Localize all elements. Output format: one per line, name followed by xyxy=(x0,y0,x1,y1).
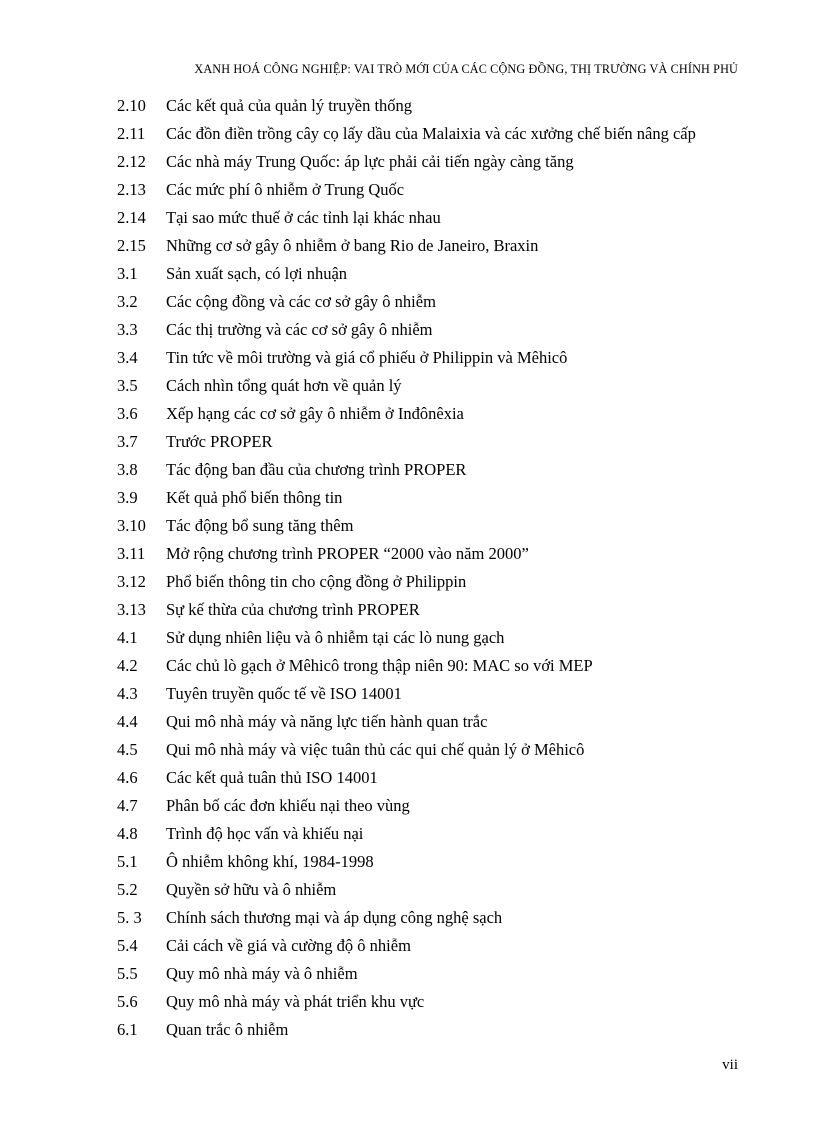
list-item xyxy=(0,652,816,680)
list-item xyxy=(0,960,816,988)
list-item xyxy=(0,176,816,204)
entry-title: Phổ biến thông tin cho cộng đồng ở Philippin xyxy=(166,572,467,591)
entry-title: Tuyên truyền quốc tế về ISO 14001 xyxy=(166,684,402,703)
entry-title: Tại sao mức thuế ở các tỉnh lại khác nhau xyxy=(166,208,441,227)
entry-title: Quy mô nhà máy và ô nhiễm xyxy=(166,964,358,983)
entry-number: 4.7 xyxy=(117,796,138,815)
entry-number: 2.15 xyxy=(117,236,146,255)
entry-number: 4.8 xyxy=(117,824,138,843)
list-item xyxy=(0,92,816,120)
list-item xyxy=(0,904,816,932)
entry-number: 2.13 xyxy=(117,180,146,199)
page-number: vii xyxy=(722,1057,738,1073)
list-item xyxy=(0,120,816,148)
list-item xyxy=(0,288,816,316)
entry-title: Quan trắc ô nhiễm xyxy=(166,1020,289,1039)
list-item xyxy=(0,400,816,428)
list-item xyxy=(0,344,816,372)
list-item xyxy=(0,540,816,568)
entry-title: Phân bố các đơn khiếu nại theo vùng xyxy=(166,796,410,815)
entry-number: 2.12 xyxy=(117,152,146,171)
entry-title: Sử dụng nhiên liệu và ô nhiễm tại các lò nung gạch xyxy=(166,628,505,647)
entry-number: 6.1 xyxy=(117,1020,138,1039)
entry-number: 3.11 xyxy=(117,544,146,563)
entry-title: Kết quả phổ biến thông tin xyxy=(166,488,343,507)
entry-title: Qui mô nhà máy và việc tuân thủ các qui chế quản lý ở Mêhicô xyxy=(166,740,585,759)
entry-number: 5.1 xyxy=(117,852,138,871)
list-item xyxy=(0,876,816,904)
list-item xyxy=(0,932,816,960)
entry-title: Xếp hạng các cơ sở gây ô nhiễm ở Inđônêxia xyxy=(166,404,464,423)
entry-number: 3.5 xyxy=(117,376,138,395)
list-item xyxy=(0,792,816,820)
entry-title: Các kết quả của quản lý truyền thống xyxy=(166,96,413,115)
entry-title: Cải cách về giá và cường độ ô nhiễm xyxy=(166,936,411,955)
entry-number: 5.4 xyxy=(117,936,138,955)
entry-title: Các kết quả tuân thủ ISO 14001 xyxy=(166,768,378,787)
list-item xyxy=(0,512,816,540)
entry-number: 4.6 xyxy=(117,768,138,787)
box-list xyxy=(0,92,816,1044)
list-item xyxy=(0,708,816,736)
entry-title: Các cộng đồng và các cơ sở gây ô nhiễm xyxy=(166,292,436,311)
list-item xyxy=(0,568,816,596)
entry-number: 4.4 xyxy=(117,712,138,731)
entry-title: Sản xuất sạch, có lợi nhuận xyxy=(166,264,348,283)
entry-title: Tin tức về môi trường và giá cổ phiếu ở Philippin và Mêhicô xyxy=(166,348,568,367)
list-item xyxy=(0,848,816,876)
entry-title: Các đồn điền trồng cây cọ lấy dầu của Malaixia và các xưởng chế biến nâng cấp xyxy=(166,124,696,143)
entry-number: 3.6 xyxy=(117,404,138,423)
entry-number: 4.5 xyxy=(117,740,138,759)
list-item xyxy=(0,764,816,792)
list-item xyxy=(0,428,816,456)
entry-title: Chính sách thương mại và áp dụng công nghệ sạch xyxy=(166,908,503,927)
entry-title: Cách nhìn tổng quát hơn về quản lý xyxy=(166,376,402,395)
entry-number: 4.2 xyxy=(117,656,138,675)
entry-number: 5.2 xyxy=(117,880,138,899)
entry-title: Quyền sở hữu và ô nhiễm xyxy=(166,880,337,899)
entry-title: Những cơ sở gây ô nhiễm ở bang Rio de Janeiro, Braxin xyxy=(166,236,539,255)
running-header: XANH HOÁ CÔNG NGHIỆP: VAI TRÒ MỚI CỦA CÁC CỘNG ĐỒNG, THỊ TRƯỜNG VÀ CHÍNH PHỦ xyxy=(194,62,738,76)
entry-number: 2.14 xyxy=(117,208,146,227)
list-item xyxy=(0,596,816,624)
list-item xyxy=(0,204,816,232)
list-item xyxy=(0,624,816,652)
entry-number: 3.10 xyxy=(117,516,146,535)
list-item xyxy=(0,316,816,344)
list-item xyxy=(0,148,816,176)
entry-title: Các nhà máy Trung Quốc: áp lực phải cải tiến ngày càng tăng xyxy=(166,152,574,171)
entry-number: 3.3 xyxy=(117,320,138,339)
entry-number: 5. 3 xyxy=(117,908,142,927)
entry-title: Quy mô nhà máy và phát triển khu vực xyxy=(166,992,425,1011)
list-item xyxy=(0,260,816,288)
list-item xyxy=(0,484,816,512)
list-item xyxy=(0,1016,816,1044)
entry-title: Tác động bổ sung tăng thêm xyxy=(166,516,354,535)
entry-number: 3.2 xyxy=(117,292,138,311)
list-item xyxy=(0,820,816,848)
entry-title: Mở rộng chương trình PROPER “2000 vào năm 2000” xyxy=(166,544,529,563)
entry-number: 5.6 xyxy=(117,992,138,1011)
entry-number: 5.5 xyxy=(117,964,138,983)
list-item xyxy=(0,736,816,764)
entry-number: 3.4 xyxy=(117,348,138,367)
list-item xyxy=(0,680,816,708)
entry-number: 2.11 xyxy=(117,124,146,143)
entry-title: Các thị trường và các cơ sở gây ô nhiễm xyxy=(166,320,433,339)
entry-title: Ô nhiễm không khí, 1984-1998 xyxy=(166,852,374,871)
entry-number: 3.12 xyxy=(117,572,146,591)
entry-title: Trình độ học vấn và khiếu nại xyxy=(166,824,364,843)
entry-number: 4.3 xyxy=(117,684,138,703)
entry-number: 4.1 xyxy=(117,628,138,647)
entry-title: Các chủ lò gạch ở Mêhicô trong thập niên 90: MAC so với MEP xyxy=(166,656,593,675)
entry-title: Qui mô nhà máy và năng lực tiến hành quan trắc xyxy=(166,712,488,731)
entry-number: 3.13 xyxy=(117,600,146,619)
list-item xyxy=(0,372,816,400)
entry-number: 3.9 xyxy=(117,488,138,507)
list-item xyxy=(0,988,816,1016)
entry-title: Trước PROPER xyxy=(166,432,273,451)
list-item xyxy=(0,456,816,484)
list-item xyxy=(0,232,816,260)
entry-number: 3.7 xyxy=(117,432,138,451)
entry-title: Các mức phí ô nhiễm ở Trung Quốc xyxy=(166,180,405,199)
entry-number: 3.1 xyxy=(117,264,138,283)
entry-number: 2.10 xyxy=(117,96,146,115)
entry-title: Sự kế thừa của chương trình PROPER xyxy=(166,600,420,619)
entry-number: 3.8 xyxy=(117,460,138,479)
entry-title: Tác động ban đầu của chương trình PROPER xyxy=(166,460,467,479)
